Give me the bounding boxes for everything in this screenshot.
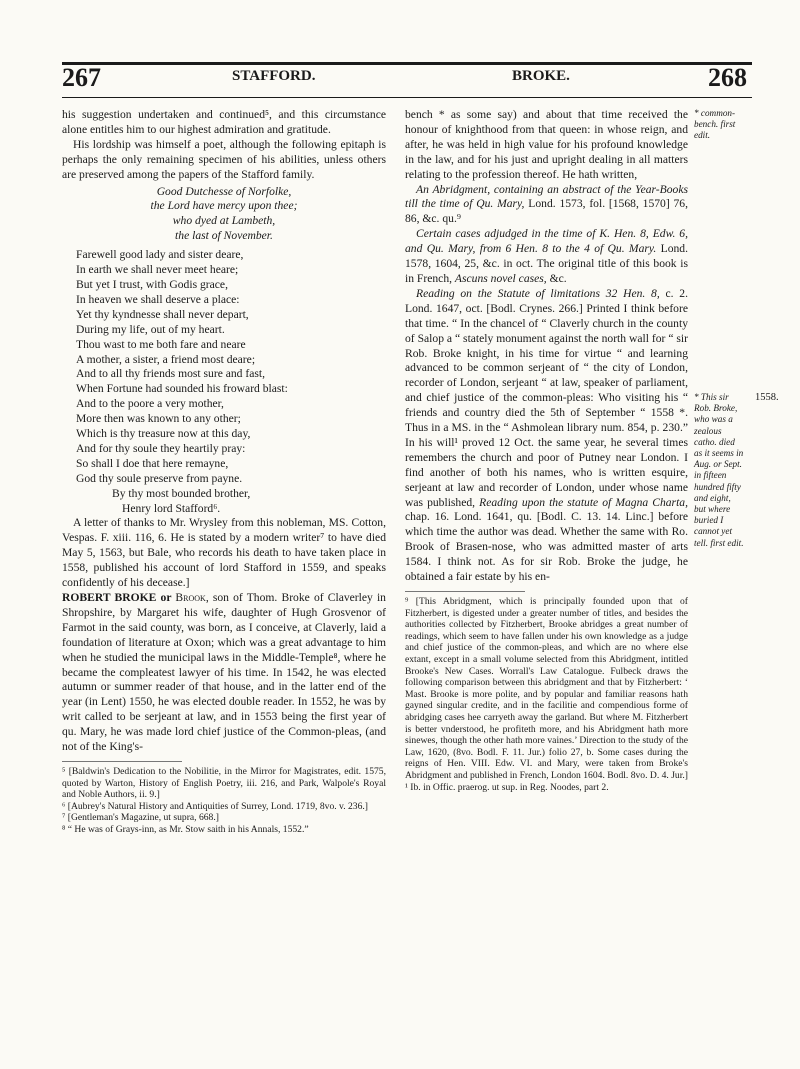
work-title: Certain cases adjudged in the time of K. Hen. 8, Edw. 6, and Qu. Mary, from 6 Hen. 8 to the 4 of Qu. Mary. bbox=[405, 227, 688, 256]
work-entry-reading bbox=[405, 287, 688, 585]
left-paragraph-2: His lordship was himself a poet, although the following epitaph is perhaps the only remaining specimen of his abilities, unless others are preserved among the papers of the Stafford family. bbox=[62, 137, 386, 181]
work-details-end: &c. bbox=[546, 271, 567, 285]
poem-line: Yet thy kyndnesse shall never depart, bbox=[76, 307, 249, 321]
header-rule bbox=[62, 97, 752, 98]
work-entry-cases bbox=[405, 227, 688, 287]
poem-line: In earth we shall never meet heare; bbox=[76, 263, 239, 277]
poem-line: And to the poore a very mother, bbox=[76, 397, 224, 411]
left-running-title: STAFFORD. bbox=[232, 68, 316, 84]
work-title: Reading upon the statute of Magna Charta, bbox=[479, 495, 688, 509]
poem-line: When Fortune had sounded his froward blast: bbox=[76, 382, 288, 396]
footnote: ¹ Ib. in Offic. praerog. ut sup. in Reg. Noodes, part 2. bbox=[405, 781, 609, 793]
work-title: An Abridgment, containing an abstract of the Year-Books till the time of Qu. Mary, bbox=[405, 182, 688, 211]
right-page-number: 268 bbox=[708, 63, 747, 92]
left-column bbox=[62, 108, 386, 836]
poem-line: So shall I doe that here remayne, bbox=[76, 456, 229, 470]
top-rule bbox=[62, 62, 752, 65]
epitaph-heading-line: the last of November. bbox=[175, 229, 273, 243]
poem-line: And for thy soule they heartily pray: bbox=[76, 441, 246, 455]
poem-line: More then was known to any other; bbox=[76, 412, 241, 426]
right-running-title: BROKE. bbox=[512, 68, 570, 84]
poem-signature-line: By thy most bounded brother, bbox=[112, 486, 251, 500]
epitaph-heading-line: Good Dutchesse of Norfolke, bbox=[156, 184, 292, 198]
poem-line: But yet I trust, with Godis grace, bbox=[76, 277, 228, 291]
entry-name: ROBERT BROKE or bbox=[62, 591, 176, 604]
footnote: ⁷ [Gentleman's Magazine, ut supra, 668.] bbox=[62, 812, 219, 824]
left-paragraph-3: A letter of thanks to Mr. Wrysley from this nobleman, MS. Cotton, Vespas. F. xiii. 116, 6. He is stated by a modern writer⁷ to have died May 5, 1563, but Bale, who records his death to have taken place in 1558, published his account of lord Stafford in 1559, and speaks confidently of his decease.] bbox=[62, 516, 386, 590]
footnote-separator bbox=[405, 591, 525, 592]
work-entry-abridgment bbox=[405, 183, 688, 228]
epitaph-heading-line: who dyed at Lambeth, bbox=[172, 214, 276, 228]
right-paragraph-1: bench * as some say) and about that time received the honour of knighthood from that queen: in whose reign, and after, he was held in high value for his profound knowledge in the law, and for his just and upright dealing in all matters relating to the profession thereof. He hath written, bbox=[405, 108, 688, 181]
sidenote-sir-rob-broke: * This sir Rob. Broke, who was a zealous catho. died as it seems in Aug. or Sept. in fifteen hundred fifty and eight, but where buried I cannot yet tell. first edit. bbox=[694, 392, 744, 548]
poem-line: God thy soule preserve from payne. bbox=[76, 471, 243, 485]
left-paragraph-1: his suggestion undertaken and continued⁵, and this circumstance alone entitles him to our highest admiration and gratitude. bbox=[62, 108, 386, 136]
sidenote-common-bench: * common-bench. first edit. bbox=[694, 108, 736, 141]
robert-broke-entry bbox=[62, 591, 386, 755]
left-page-number: 267 bbox=[62, 63, 101, 92]
work-title: Reading on the Statute of limitations 32 Hen. 8, bbox=[416, 286, 660, 300]
work-details: chap. 16. Lond. 1641, qu. [Bodl. C. 13. 14. Linc.] before which time the author was dead. Whether the same with Ro. Brook of Brasen-nose, who was admitted master of arts 1584. I think not. As for sir Rob. Broke the judge, he obtained a fair estate by his en- bbox=[405, 510, 688, 584]
entry-text: , son of Thom. Broke of Claverley in Shropshire, by Margaret his wife, daughter of Hugh Grosvenor of Farmot in the said county, was born, as I conceive, at Claverly, laid a foundation of literature at Oxon; which was a great advantage to him when he studied the municipal laws in the Middle-Temple⁸, where he became the compleatest lawyer of his time. In 1542, he was elected autumn or summer reader of that house, and in the latter end of the year (in Lent) 1550, he was elected double reader. In 1552, he was by writ called to be serjeant at law, and in 1553 being the first year of qu. Mary, he was made lord chief justice of the Common-pleas, (and not of the King's- bbox=[62, 591, 386, 754]
epitaph-poem bbox=[76, 248, 386, 516]
poem-signature-line: Henry lord Stafford⁶. bbox=[122, 501, 221, 515]
poem-line: Thou wast to me both fare and neare bbox=[76, 337, 246, 351]
work-details: Lond. 1573, fol. [1568, 1570] 76, 86, &c. qu.⁹ bbox=[405, 197, 688, 226]
work-french-title: Ascuns novel cases, bbox=[454, 271, 547, 285]
poem-line: In heaven we shall deserve a place: bbox=[76, 292, 240, 306]
margin-year: 1558. bbox=[755, 392, 779, 403]
poem-line: Farewell good lady and sister deare, bbox=[76, 248, 244, 262]
footnote: ⁶ [Aubrey's Natural History and Antiquities of Surrey, Lond. 1719, 8vo. v. 236.] bbox=[62, 800, 368, 812]
footnote: ⁹ [This Abridgment, which is principally founded upon that of Fitzherbert, is digested under a greater number of titles, and besides the authorities collected by Fitzherbert, Brooke abridges a great number of readings, which seem to have fallen under his own knowledge as a judge and chief justice of the common-pleas, and which are no where else extant, except in a small volume selected from this Abridgment, intitled Brooke's New Cases. Worrall's Law Catalogue. Fulbeck draws the following comparison between this abridgment and that by Fitzherbert: ‘ Mast. Brooke is more polite, and by popular and familiar reasons hath gayned singular credite, and in the facilitie and compendious forme of abridging cases hee carryeth away the garland. But where M. Fitzherbert is better vnderstood, he profiteth more, and his Abridgment hath more sinewes, though the other hath more vaines.’ Direction to the study of the Law, 1620, (8vo. Bodl. F. 11. Jur.) folio 27, b. Some cases during the reigns of Hen. VIII. Edw. VI. and Mary, were taken from Broke's Abridgment and published in French, London 1604. Bodl. 8vo. D. 4. Jur.] bbox=[405, 596, 688, 781]
poem-line: During my life, out of my heart. bbox=[76, 322, 225, 336]
work-details: Lond. 1578, 1604, 25, &c. in oct. The original title of this book is in French, bbox=[405, 242, 688, 285]
footnote-separator bbox=[62, 761, 182, 762]
epitaph-heading-line: the Lord have mercy upon thee; bbox=[150, 199, 298, 213]
right-column bbox=[405, 108, 688, 793]
poem-line: And to all thy friends most sure and fast, bbox=[76, 367, 266, 381]
entry-alt-name: Brook bbox=[175, 591, 206, 604]
poem-line: Which is thy treasure now at this day, bbox=[76, 427, 251, 441]
footnote: ⁵ [Baldwin's Dedication to the Nobilitie, in the Mirror for Magistrates, edit. 1575, quoted by Warton, History of English Poetry, iii. 216, and Park, Walpole's Royal and Noble Authors, ii. 9.] bbox=[62, 765, 386, 801]
poem-line: A mother, a sister, a friend most deare; bbox=[76, 352, 256, 366]
footnote: ⁸ “ He was of Grays-inn, as Mr. Stow saith in his Annals, 1552.” bbox=[62, 823, 309, 835]
epitaph-heading bbox=[62, 185, 386, 245]
work-details: c. 2. Lond. 1647, oct. [Bodl. Crynes. 266.] Printed I think before that time. “ In the chancel of “ Claverly church in the county of Salop a “ stately monument against the north wall for “ sir Rob. Broke knight, in his time for virtue “ and learning advanced to be common serjeant of “ the city of London, recorder of London, serjeant “ at law, speaker of parliament, and chief justice of the common-pleas: Who visiting his “ friends and country died the 5th of September “ 1558 *. Thus in a MS. in the “ Ashmolean library num. 854, p. 230.” In his will¹ proved 12 Oct. the same year, he several times remembers the church and poor of Putney near London. I find another of both his names, who is written esquire, serjeant at law and recorder of London, under whose name was published, bbox=[405, 286, 688, 509]
